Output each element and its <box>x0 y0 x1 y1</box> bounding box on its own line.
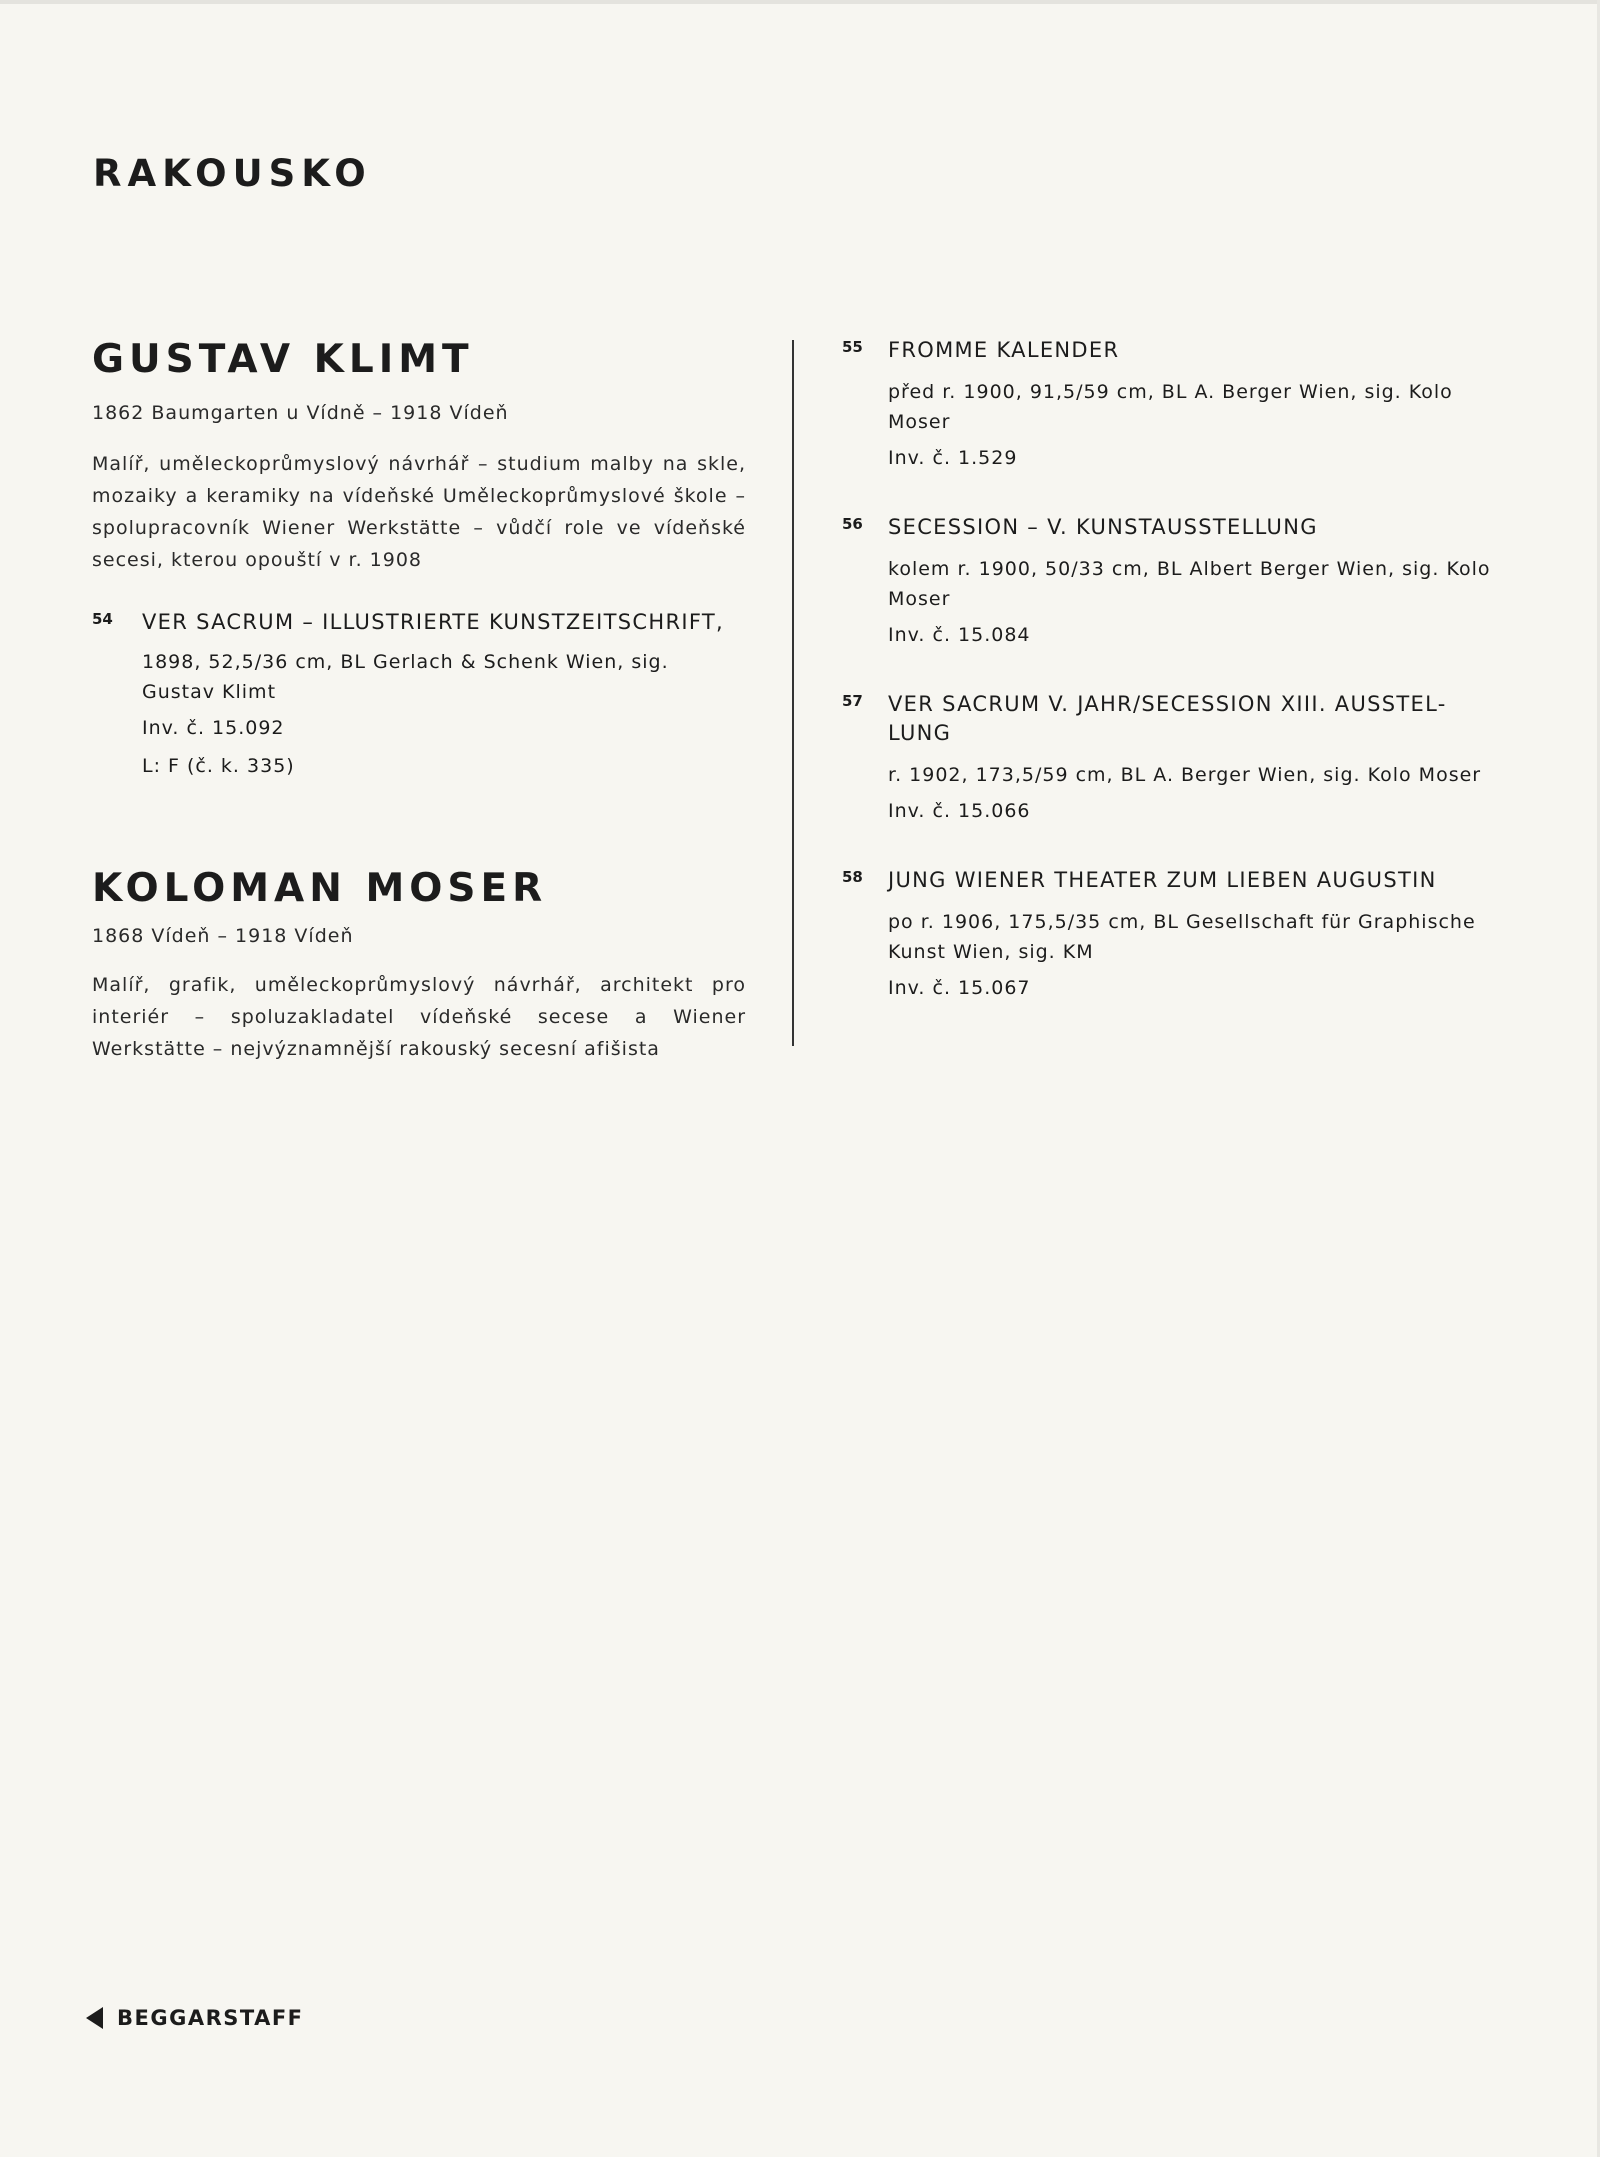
item-title: SECESSION – V. KUNSTAUSSTELLUNG <box>888 515 1318 539</box>
artist-name: GUSTAV KLIMT <box>92 337 474 382</box>
item-reference: L: F (č. k. 335) <box>142 755 295 777</box>
item-title: VER SACRUM – ILLUSTRIERTE KUNSTZEITSCHRIFT, <box>142 610 724 634</box>
catalog-item <box>842 513 1502 650</box>
artist-klimt <box>92 336 746 781</box>
item-inventory: Inv. č. 15.067 <box>888 977 1031 999</box>
country-heading: RAKOUSKO <box>93 152 372 195</box>
item-number: 57 <box>842 692 863 710</box>
column-divider <box>792 340 794 1046</box>
item-number: 56 <box>842 515 863 533</box>
item-description: r. 1902, 173,5/59 cm, BL A. Berger Wien, sig. Kolo Moser <box>888 764 1482 786</box>
footer-nav <box>86 2006 304 2030</box>
arrow-left-icon <box>86 2007 103 2029</box>
left-column <box>92 336 746 1065</box>
item-number: 58 <box>842 868 863 886</box>
footer-label: BEGGARSTAFF <box>117 2006 304 2030</box>
item-description: kolem r. 1900, 50/33 cm, BL Albert Berger Wien, sig. Kolo Moser <box>888 558 1491 610</box>
item-inventory: Inv. č. 1.529 <box>888 447 1018 469</box>
catalog-item <box>92 608 746 781</box>
item-description: 1898, 52,5/36 cm, BL Gerlach & Schenk Wien, sig. Gustav Klimt <box>142 651 669 703</box>
scan-edge-top <box>0 0 1600 4</box>
item-number: 55 <box>842 338 863 356</box>
right-column <box>842 336 1502 1003</box>
artist-name: KOLOMAN MOSER <box>92 866 548 911</box>
catalog-item <box>842 336 1502 473</box>
artist-moser <box>92 865 746 1065</box>
item-number: 54 <box>92 610 113 628</box>
item-title: FROMME KALENDER <box>888 338 1120 362</box>
artist-life-dates: 1862 Baumgarten u Vídně – 1918 Vídeň <box>92 402 509 424</box>
artist-bio: Malíř, grafik, uměleckoprůmyslový návrhář, architekt pro interiér – spoluzakladatel vídeňské secese a Wiener Werkstätte – nejvýznamnější rakouský secesní afišista <box>92 974 746 1060</box>
item-inventory: Inv. č. 15.066 <box>888 800 1031 822</box>
catalog-item <box>842 866 1502 1003</box>
artist-bio: Malíř, uměleckoprůmyslový návrhář – studium malby na skle, mozaiky a keramiky na vídeňské Uměleckoprůmyslové škole – spolupracovník Wiener Werkstätte – vůdčí role ve vídeňské secesi, kterou opouští v r. 1908 <box>92 453 746 571</box>
item-title: VER SACRUM V. JAHR/SECESSION XIII. AUSSTEL-LUNG <box>888 692 1447 745</box>
item-description: před r. 1900, 91,5/59 cm, BL A. Berger Wien, sig. Kolo Moser <box>888 381 1453 433</box>
item-title: JUNG WIENER THEATER ZUM LIEBEN AUGUSTIN <box>888 868 1437 892</box>
item-inventory: Inv. č. 15.092 <box>142 717 285 739</box>
catalog-item <box>842 690 1502 826</box>
item-inventory: Inv. č. 15.084 <box>888 624 1031 646</box>
item-description: po r. 1906, 175,5/35 cm, BL Gesellschaft für Graphische Kunst Wien, sig. KM <box>888 911 1476 963</box>
artist-life-dates: 1868 Vídeň – 1918 Vídeň <box>92 925 354 947</box>
